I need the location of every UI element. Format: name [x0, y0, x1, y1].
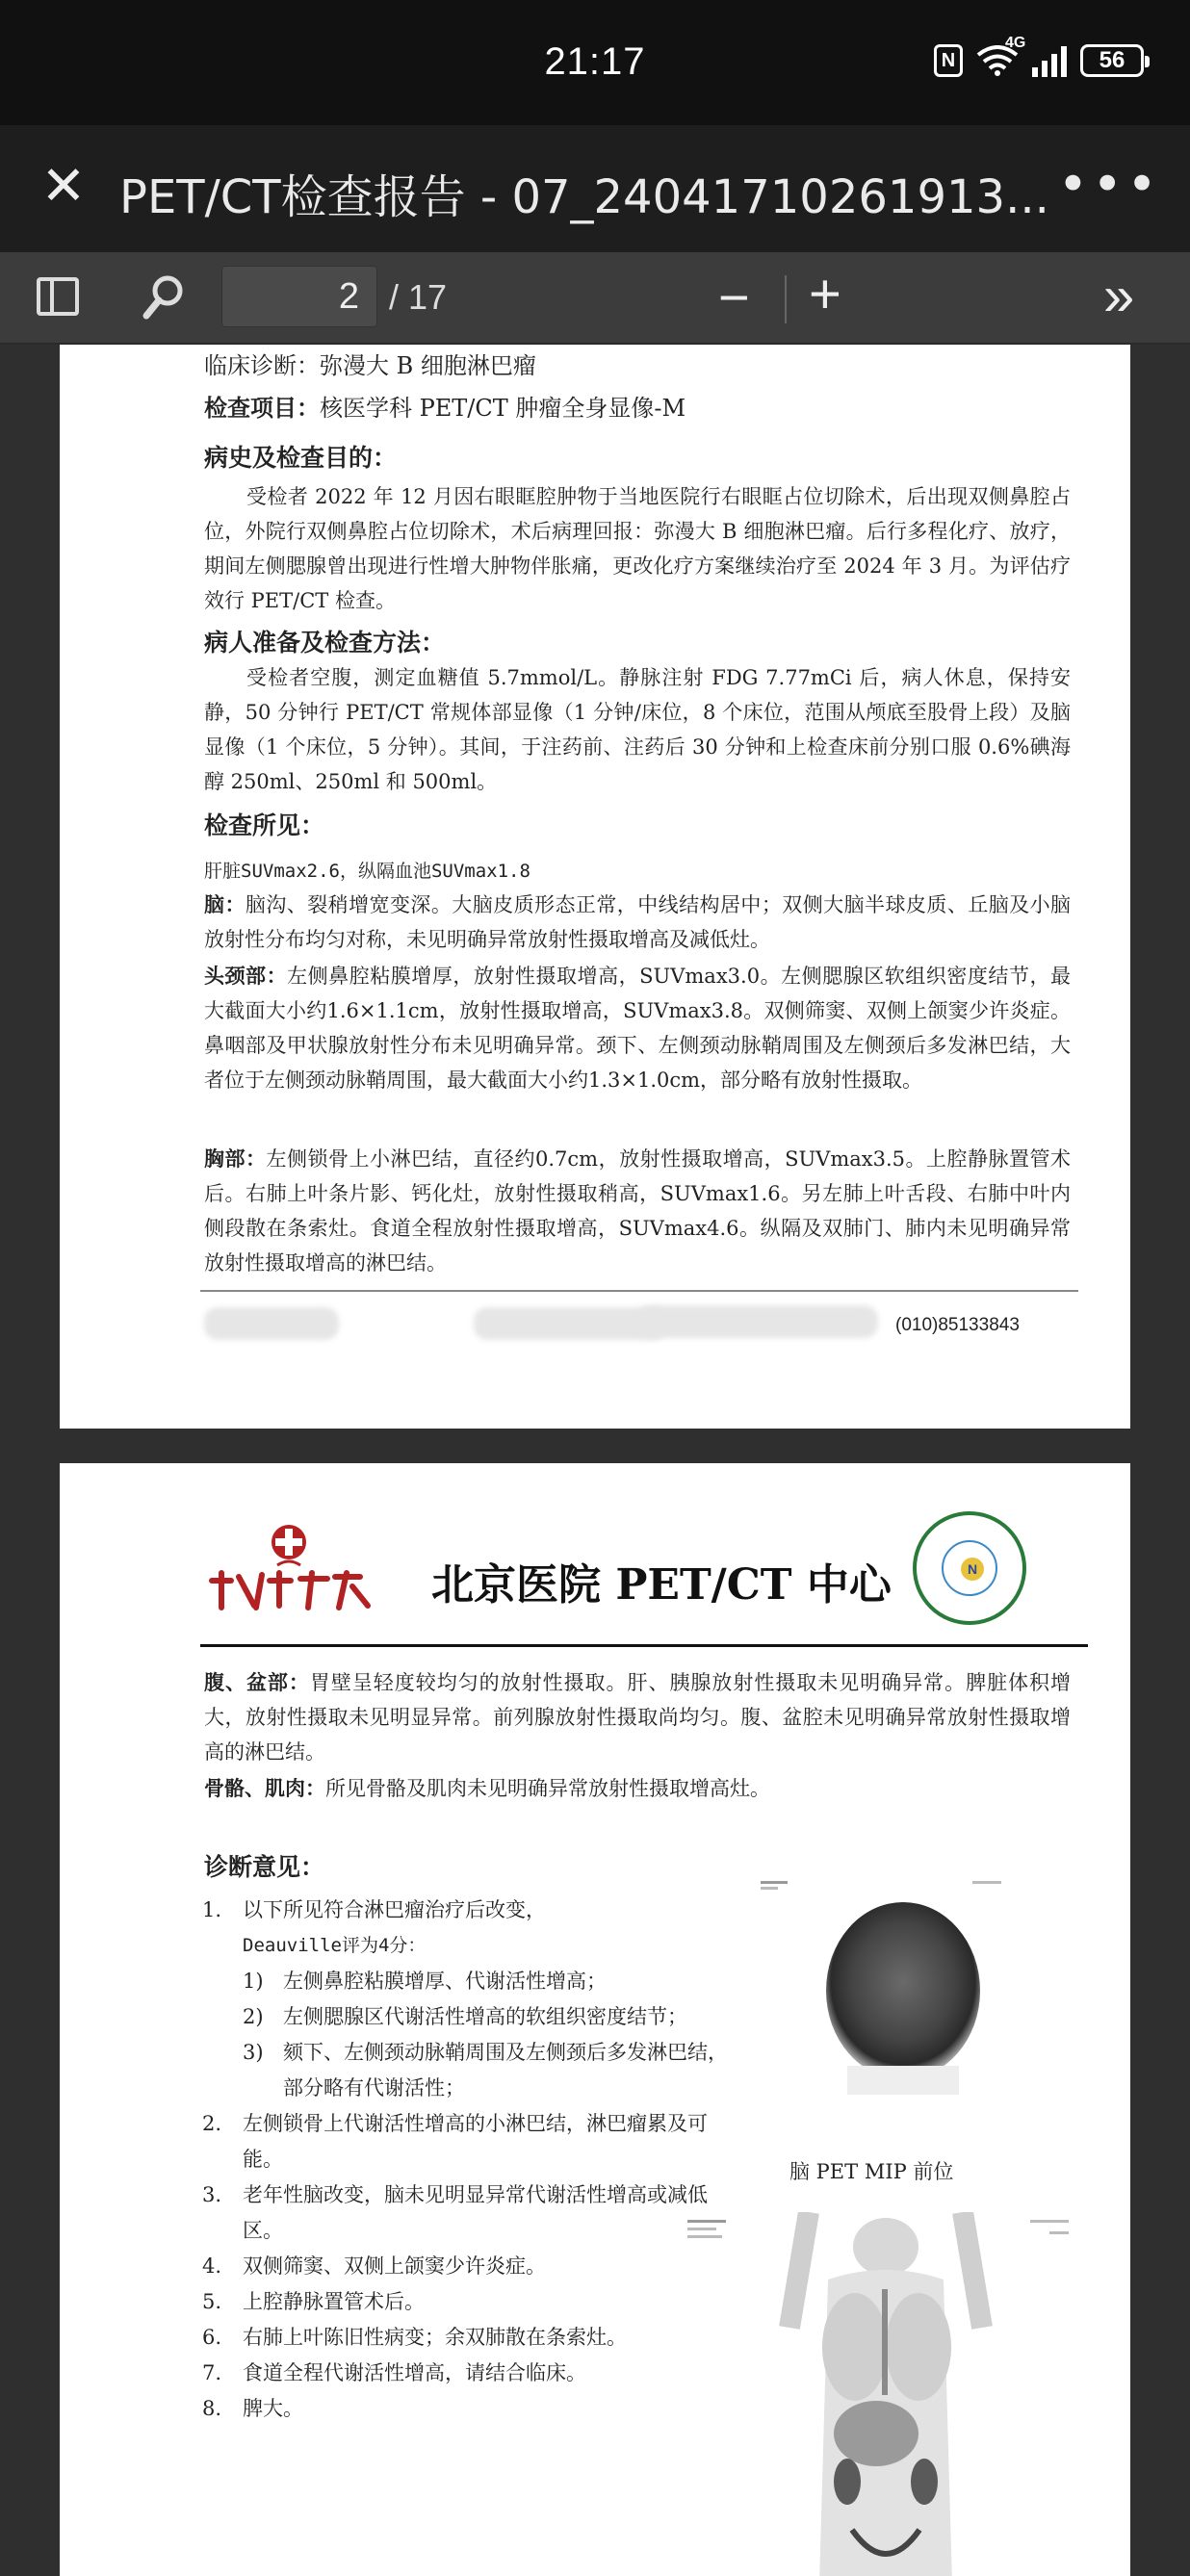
head-neck-finding: [204, 959, 1071, 1097]
diagnosis-item: 5. 上腔静脉置管术后。: [202, 2290, 425, 2313]
center-seal-icon: N: [913, 1511, 1026, 1625]
diagnosis-item: 1. 以下所见符合淋巴瘤治疗后改变， Deauville评为4分： 1) 左侧鼻腔粘膜增厚、代谢活性增高； 2) 左侧腮腺区代谢活性增高的软组织密度结节； 3) 颏下、左侧颈动脉鞘周围及左侧颈后多发淋巴结，部分略有代谢活性；: [202, 1893, 741, 2106]
abdomen-label: 腹、盆部：: [204, 1670, 310, 1694]
abdomen-finding: [204, 1665, 1071, 1769]
document-title: PET/CT检查报告 - 07_24041710261913...: [119, 170, 1049, 224]
bone-finding: [204, 1771, 1071, 1806]
cellular-signal-icon: [1005, 35, 1067, 77]
close-icon[interactable]: ✕: [40, 155, 87, 218]
status-time: 21:17: [544, 40, 646, 83]
toolbar-more-button[interactable]: »: [1103, 265, 1124, 327]
header-rule: [200, 1644, 1088, 1647]
battery-icon: 56: [1080, 44, 1144, 77]
network-type: 4G: [1005, 35, 1026, 51]
chest-text: 左侧锁骨上小淋巴结，直径约0.7cm，放射性摄取增高，SUVmax3.5。上腔静脉置管术后。右肺上叶条片影、钙化灶，放射性摄取稍高，SUVmax1.6。另左肺上叶舌段、右肺中叶内侧段散在条索灶。食道全程放射性摄取增高，SUVmax4.6。纵隔及双肺门、肺内未见明确异常放射性摄取增高的淋巴结。: [204, 1147, 1071, 1275]
bone-text: 所见骨骼及肌肉未见明确异常放射性摄取增高灶。: [325, 1777, 770, 1800]
brain-mip-caption: 脑 PET MIP 前位: [789, 2160, 954, 2183]
pdf-page: [60, 1463, 1130, 2576]
findings-heading: 检查所见：: [204, 811, 325, 839]
diagnosis-subitem: 3) 颏下、左侧颈动脉鞘周围及左侧颈后多发淋巴结，部分略有代谢活性；: [243, 2041, 728, 2099]
body-mip-image: [684, 2212, 1088, 2576]
footer-rule: [200, 1290, 1078, 1292]
more-options-icon[interactable]: •••: [1057, 154, 1161, 215]
sidebar-toggle-icon[interactable]: [37, 277, 79, 316]
prep-text: 受检者空腹，测定血糖值 5.7mmol/L。静脉注射 FDG 7.77mCi 后，病人休息，保持安静，50 分钟行 PET/CT 常规体部显像（1 分钟/床位，8 个床位，范围从颅底至股骨上段）及脑显像（1 个床位，5 分钟）。其间，于注药前、注药后 30 分钟和上检查床前分别口服 0.6%碘海醇 250ml、250ml 和 500ml。: [204, 666, 1071, 793]
chest-finding: [204, 1142, 1071, 1280]
brain-mip-image: [751, 1877, 1059, 2099]
exam-item: [204, 389, 686, 423]
redacted-footer-text: [637, 1305, 878, 1338]
diagnosis-item: 7. 食道全程代谢活性增高，请结合临床。: [202, 2361, 586, 2384]
prep-heading: 病人准备及检查方法：: [204, 629, 446, 657]
head-neck-text: 左侧鼻腔粘膜增厚，放射性摄取增高，SUVmax3.0。左侧腮腺区软组织密度结节，最大截面大小约1.6×1.1cm，放射性摄取增高，SUVmax3.8。双侧筛窦、双侧上颌窦少许炎症。鼻咽部及甲状腺放射性分布未见明确异常。颈下、左侧颈动脉鞘周围及左侧颈后多发淋巴结，大者位于左侧颈动脉鞘周围，最大截面大小约1.3×1.0cm，部分略有放射性摄取。: [204, 965, 1072, 1092]
pdf-toolbar: [0, 252, 1190, 345]
hospital-title: 北京医院 PET/CT 中心: [431, 1560, 892, 1610]
diagnosis-heading: 诊断意见：: [204, 1853, 325, 1881]
brain-finding: [204, 888, 1071, 957]
liver-suv-line: 肝脏SUVmax2.6，纵隔血池SUVmax1.8: [204, 861, 530, 882]
brain-label: 脑：: [204, 892, 246, 916]
page-number-input[interactable]: 2: [221, 266, 377, 327]
title-bar: [0, 125, 1190, 252]
pdf-page: [60, 345, 1130, 1429]
exam-item-label: 检查项目：: [204, 394, 320, 422]
history-heading: 病史及检查目的：: [204, 444, 398, 472]
status-icons: [934, 35, 1144, 77]
history-text: 受检者 2022 年 12 月因右眼眶腔肿物于当地医院行右眼眶占位切除术，后出现双侧鼻腔占位，外院行双侧鼻腔占位切除术，术后病理回报：弥漫大 B 细胞淋巴瘤。后行多程化疗、放疗，期间左侧腮腺曾出现进行性增大肿物伴胀痛，更改化疗方案继续治疗至 2024 年 3 月。为评估疗效行 PET/CT 检查。: [204, 485, 1071, 612]
pdf-viewer[interactable]: [0, 345, 1190, 2576]
diagnosis-list: [202, 1893, 741, 2427]
zoom-in-button[interactable]: +: [809, 263, 841, 325]
diagnosis-subitem: 1) 左侧鼻腔粘膜增厚、代谢活性增高；: [243, 1970, 607, 1993]
diagnosis-item: 3. 老年性脑改变，脑未见明显异常代谢活性增高或减低区。: [202, 2183, 708, 2242]
exam-item-value: 核医学科 PET/CT 肿瘤全身显像-M: [320, 395, 686, 422]
brain-text: 脑沟、裂稍增宽变深。大脑皮质形态正常，中线结构居中；双侧大脑半球皮质、丘脑及小脑放射性分布均匀对称，未见明确异常放射性摄取增高及减低灶。: [204, 893, 1072, 951]
status-bar: [0, 0, 1190, 125]
redacted-footer-text: [204, 1307, 339, 1340]
footer-phone: (010)85133843: [895, 1315, 1020, 1335]
diagnosis-item: 2. 左侧锁骨上代谢活性增高的小淋巴结，淋巴瘤累及可能。: [202, 2112, 708, 2171]
page-count: / 17: [389, 277, 448, 317]
chest-label: 胸部：: [204, 1146, 267, 1171]
abdomen-text: 胃壁呈轻度较均匀的放射性摄取。肝、胰腺放射性摄取未见明确异常。脾脏体积增大，放射性摄取未见明显异常。前列腺放射性摄取尚均匀。腹、盆腔未见明确异常放射性摄取增高的淋巴结。: [204, 1671, 1071, 1764]
nfc-icon: N: [934, 44, 963, 77]
diagnosis-subitem: 2) 左侧腮腺区代谢活性增高的软组织密度结节；: [243, 2005, 687, 2028]
bone-label: 骨骼、肌肉：: [204, 1776, 325, 1800]
hospital-logo: [204, 1523, 374, 1615]
clinical-diagnosis: 临床诊断：弥漫大 B 细胞淋巴瘤: [204, 352, 536, 379]
zoom-out-button[interactable]: −: [718, 267, 750, 327]
diagnosis-item: 8. 脾大。: [202, 2397, 303, 2420]
toolbar-divider: [785, 275, 787, 323]
head-neck-label: 头颈部：: [204, 964, 288, 988]
diagnosis-item: 6. 右肺上叶陈旧性病变；余双肺散在条索灶。: [202, 2326, 627, 2349]
diagnosis-item: 4. 双侧筛窦、双侧上颌窦少许炎症。: [202, 2254, 546, 2278]
search-icon[interactable]: [141, 273, 187, 322]
